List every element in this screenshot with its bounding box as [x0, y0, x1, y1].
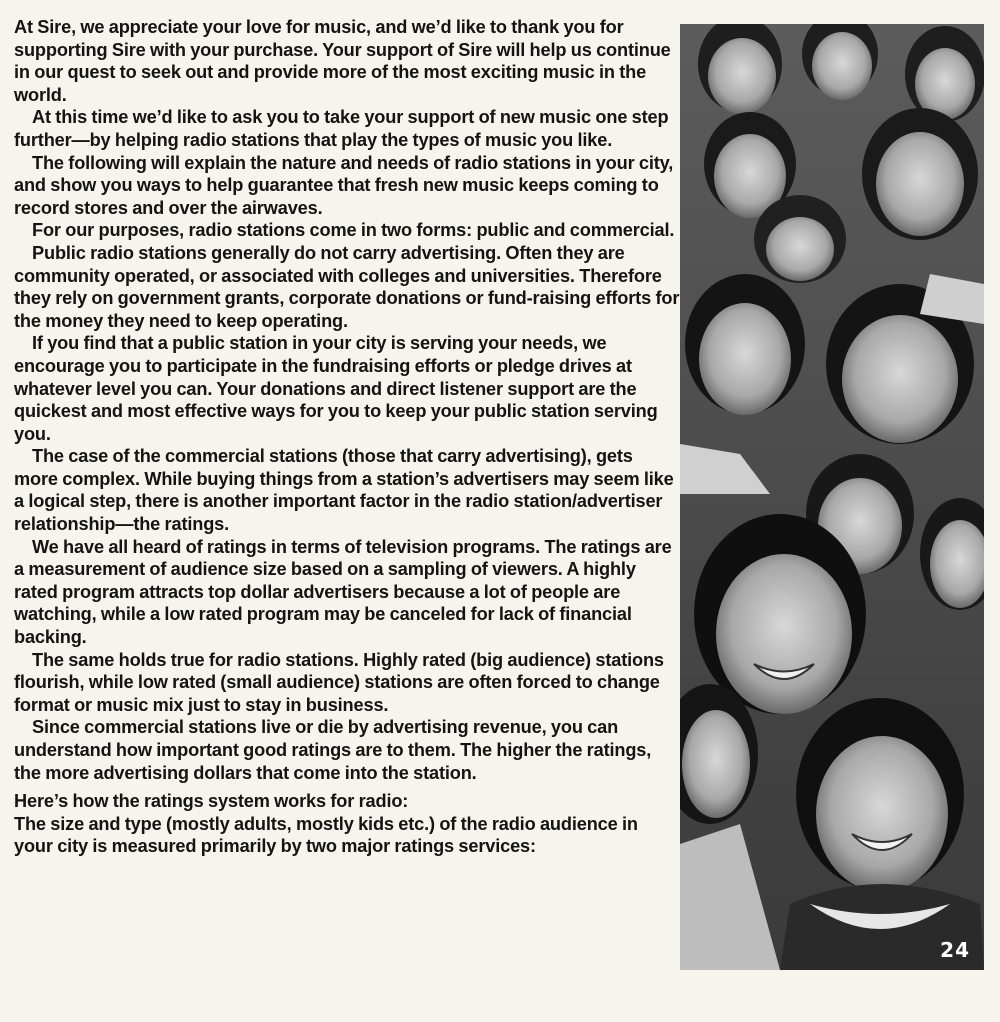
paragraph-advertising-revenue: Since commercial stations live or die by advertising revenue, you can understand how important good ratings are to them. The higher the ratings, the more advertising dollars that come into the station. — [14, 717, 652, 783]
page-number: 24 — [940, 938, 970, 962]
crowd-photo — [680, 24, 984, 970]
paragraph-explanation: The following will explain the nature and needs of radio stations in your city, and show you ways to help guarantee that fresh new music keeps coming to record stores and over the airwaves. — [14, 152, 674, 218]
crowd-photo-illustration — [680, 24, 984, 970]
ratings-heading: Here’s how the ratings system works for radio: — [14, 791, 409, 812]
paragraph-fundraising: If you find that a public station in your city is serving your needs, we encourage you to participate in the fundraising efforts or pledge drives at whatever level you can. Your donations and direct listener support are the quickest and most effective ways for you to keep your public station serving you. — [14, 333, 658, 444]
paragraph-commercial-stations: The case of the commercial stations (those that carry advertising), gets more complex. While buying things from a station’s advertisers may seem like a logical step, there is another important factor in the radio station/advertiser relationship—the ratings. — [14, 446, 674, 535]
ratings-intro: The size and type (mostly adults, mostly kids etc.) of the radio audience in your city is measured primarily by two major ratings services: — [14, 813, 638, 857]
paragraph-tv-ratings: We have all heard of ratings in terms of television programs. The ratings are a measurement of audience size based on a sampling of viewers. A highly rated program attracts top dollar advertisers because a lot of people are watching, while a low rated program may be canceled for lack of financial backing. — [14, 536, 672, 648]
paragraph-public-stations: Public radio stations generally do not carry advertising. Often they are community operated, or associated with colleges and universities. Therefore they rely on government grants, corporate donations or fund-raising efforts for the money they need to keep operating. — [14, 242, 680, 331]
paragraph-two-forms: For our purposes, radio stations come in two forms: public and commercial. — [32, 220, 675, 241]
article-text — [14, 16, 680, 858]
paragraph-radio-ratings: The same holds true for radio stations. Highly rated (big audience) stations flourish, while low rated (small audience) stations are often forced to change format or music mix just to stay in business. — [14, 649, 664, 715]
paragraph-support-radio: At this time we’d like to ask you to take your support of new music one step further—by helping radio stations that play the types of music you like. — [14, 107, 669, 150]
paragraph-intro: At Sire, we appreciate your love for music, and we’d like to thank you for supporting Sire with your purchase. Your support of Sire will help us continue in our quest to seek out and provide more of the most exciting music in the world. — [14, 17, 671, 105]
